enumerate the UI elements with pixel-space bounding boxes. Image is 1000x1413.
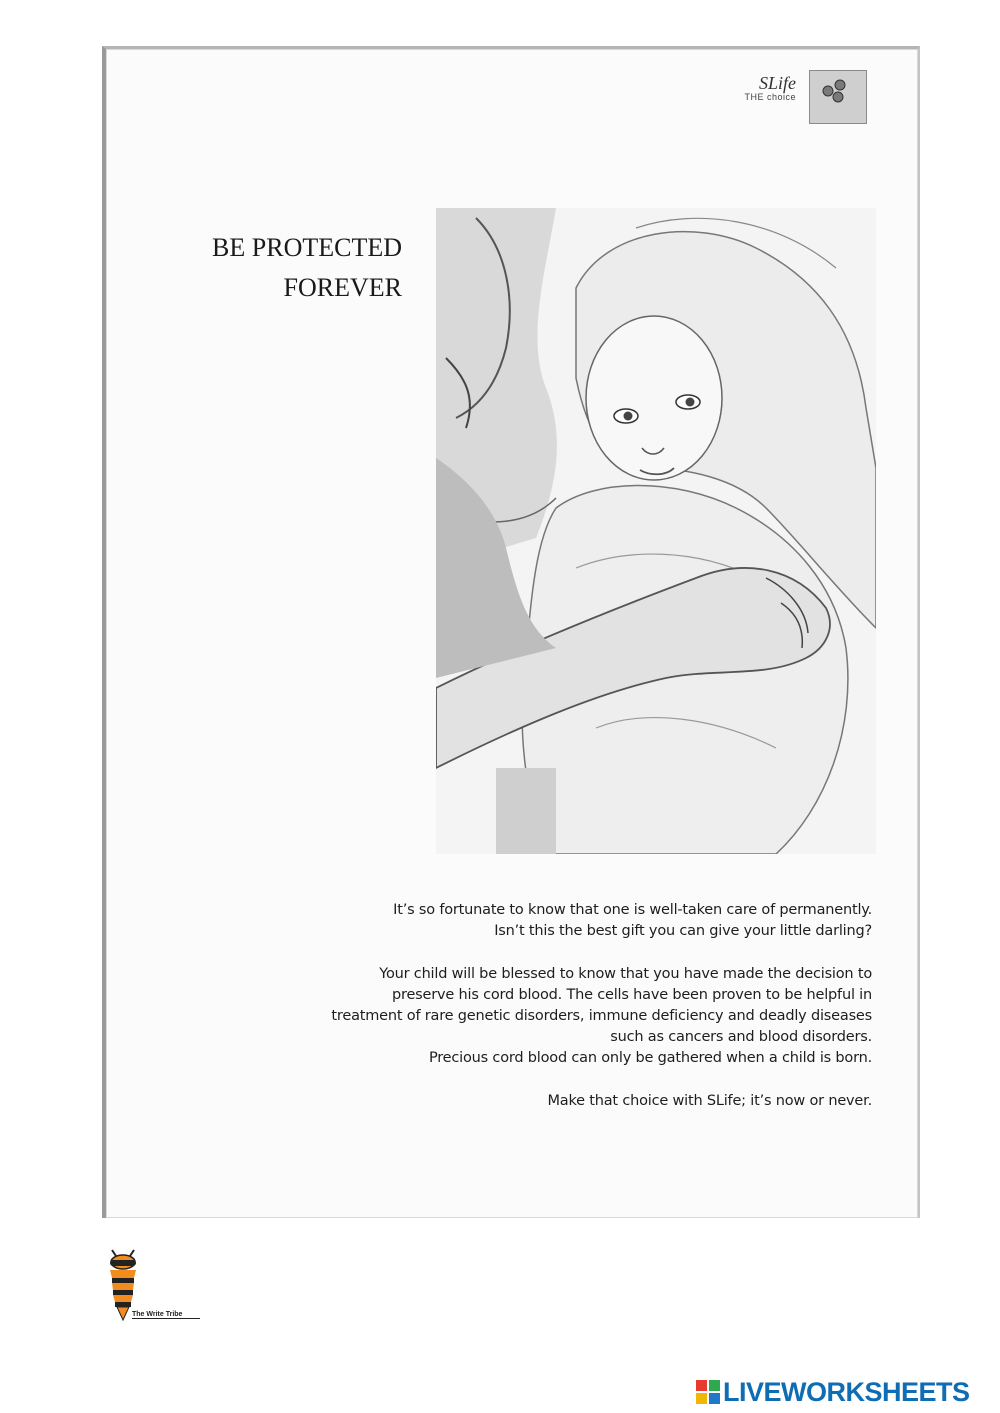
body-line: Your child will be blessed to know that you have made the decision to [379,966,872,982]
headline-line-1: BE PROTECTED [212,233,402,262]
brand-logo-text [706,74,796,102]
body-line: preserve his cord blood. The cells have been proven to be helpful in [392,987,872,1003]
brand-cells-icon [809,70,867,124]
body-line: Isn’t this the best gift you can give your little darling? [494,923,872,939]
body-copy [260,900,872,1112]
body-line: treatment of rare genetic disorders, immune deficiency and deadly diseases [331,1008,872,1024]
body-line: Precious cord blood can only be gathered when a child is born. [428,1050,872,1066]
tribe-label: The Write Tribe [132,1311,200,1319]
brand-name: SLife [758,73,796,93]
headline [160,228,402,308]
brand-tagline: THE choice [744,92,796,102]
site-name: LIVEWORKSHEETS [723,1376,970,1407]
closing-line: Make that choice with SLife; it’s now or never. [547,1093,872,1109]
liveworksheets-icon [696,1380,720,1404]
body-line: It’s so fortunate to know that one is well-taken care of permanently. [393,902,872,918]
headline-line-2: FOREVER [283,273,402,302]
liveworksheets-logo[interactable] [696,1378,970,1406]
body-line: such as cancers and blood disorders. [610,1029,872,1045]
mother-and-baby-illustration [436,208,876,854]
